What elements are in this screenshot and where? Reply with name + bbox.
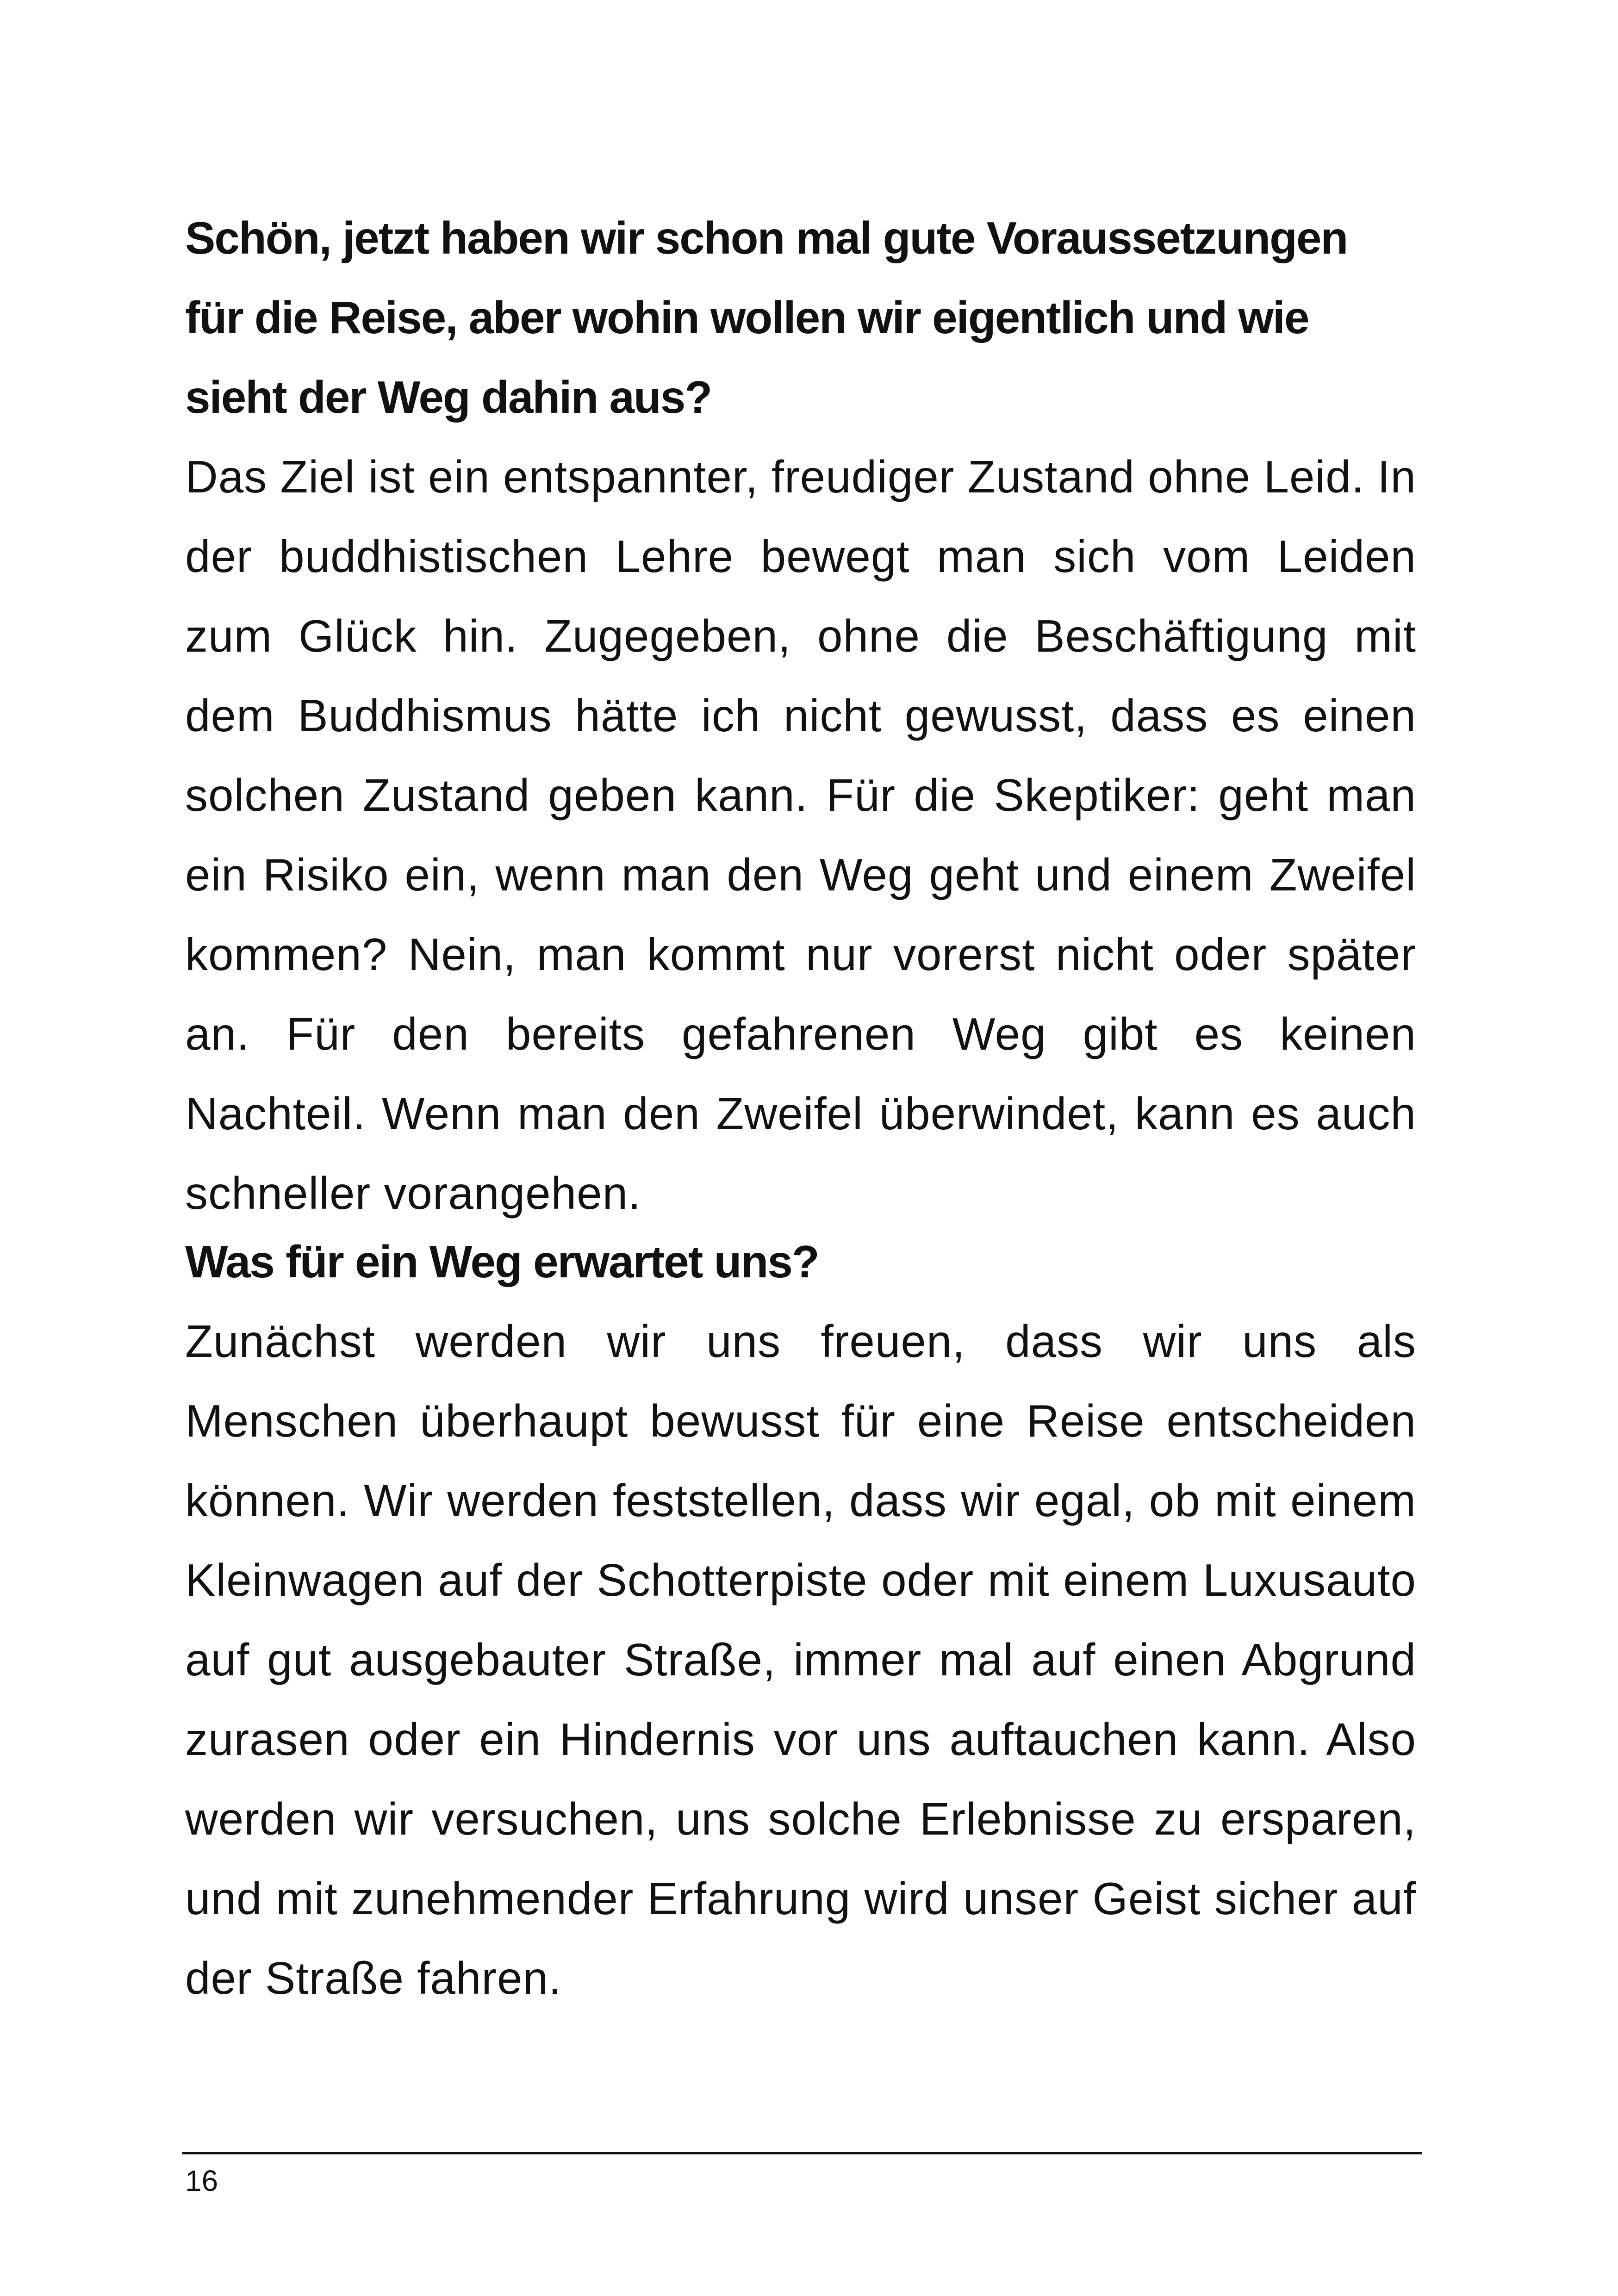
section-paragraph: Das Ziel ist ein entspannter, freudiger Zustand ohne Leid. In der buddhistischen Lehre bewegt man sich vom Leiden zum Glück hin. Zugegeben, ohne die Beschäftigung mit dem Buddhismus hätte ich nicht gewusst, dass es einen solchen Zustand geben kann. Für die Skeptiker: geht man ein Risiko ein, wenn man den Weg geht und einem Zweifel kommen? Nein, man kommt nur vorerst nicht oder später an. Für den bereits gefahrenen Weg gibt es keinen Nachteil. Wenn man den Zweifel überwindet, kann es auch schneller vorangehen. (185, 451, 1416, 1219)
section-1 (185, 198, 1416, 1233)
section-heading: Schön, jetzt haben wir schon mal gute Voraussetzungen für die Reise, aber wohin wollen wir eigentlich und wie sieht der Weg dahin aus? (185, 212, 1348, 423)
section-heading: Was für ein Weg erwartet uns? (185, 1236, 819, 1287)
section-paragraph: Zunächst werden wir uns freuen, dass wir uns als Menschen überhaupt bewusst für eine Reise entscheiden können. Wir werden feststellen, dass wir egal, ob mit einem Kleinwagen auf der Schotterpiste oder mit einem Luxusauto auf gut ausgebauter Straße, immer mal auf einen Abgrund zurasen oder ein Hindernis vor uns auftauchen kann. Also werden wir versuchen, uns solche Erlebnisse zu ersparen, und mit zunehmender Erfahrung wird unser Geist sicher auf der Straße fahren. (185, 1316, 1416, 2004)
section-2 (185, 1222, 1416, 2018)
page-number: 16 (185, 2164, 218, 2197)
footer-divider (182, 2152, 1422, 2154)
